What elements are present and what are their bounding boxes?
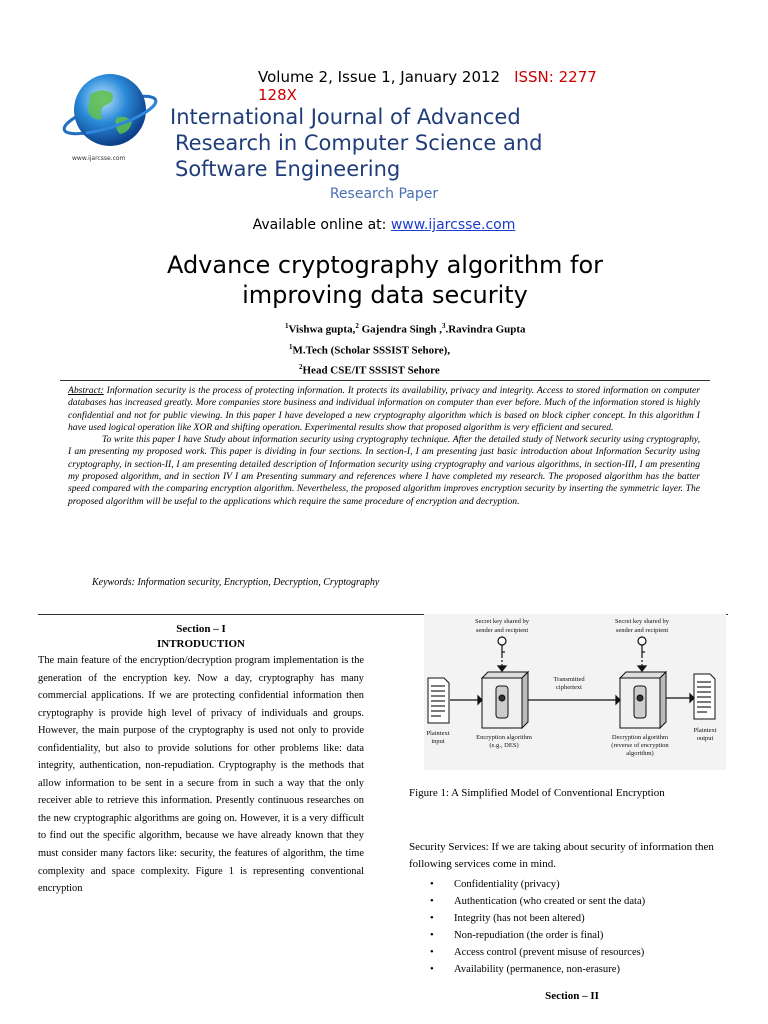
plaintext-output-line-1: Plaintext: [693, 727, 717, 734]
abstract-label: Abstract:: [68, 385, 104, 396]
author-sup-2: 2: [355, 322, 359, 330]
author-1: Vishwa gupta,: [288, 323, 356, 336]
encryption-box-icon: [482, 672, 528, 728]
list-item: • Availability (permanence, non-erasure): [436, 961, 645, 978]
key-right-line-1: Secret key shared by: [615, 618, 669, 625]
transmitted-line-1: Transmitted: [553, 676, 585, 683]
key-left-line-2: sender and recipient: [475, 627, 529, 634]
journal-title-line-2: Research in Computer Science and: [175, 131, 543, 155]
section-2-heading: Section – II: [545, 990, 599, 1002]
journal-title: [170, 104, 640, 182]
affiliation-1: [289, 339, 526, 360]
author-block: [285, 318, 526, 380]
author-2: Gajendra Singh ,: [358, 323, 442, 336]
list-item: • Non-repudiation (the order is final): [436, 927, 645, 944]
decryption-label-2: (reverse of encryption: [611, 742, 669, 749]
abstract-text-1: Information security is the process of protecting information. It protects its availability, privacy and integrity. Access to stored information on computer databases has increased greatly. More companies store business and individual information on computer than ever before. Much of the information stored is highly confidential and not for public viewing. In this paper I have developed a new cryptography algorithm which is based on block cipher concept. In this algorithm I have used logical operation like XOR and shifting operation. Experimental results show that proposed algorithm is very efficient and secured.: [68, 385, 700, 433]
figure-conventional-encryption: [424, 614, 726, 770]
keywords: Keywords: Information security, Encryption, Decryption, Cryptography: [92, 577, 380, 588]
plaintext-input-doc-icon: [428, 678, 449, 723]
abstract-top-rule: [60, 380, 710, 381]
figure-background: [424, 614, 726, 770]
encryption-label-2: (e.g., DES): [489, 742, 519, 749]
list-item: • Authentication (who created or sent the data): [436, 893, 645, 910]
plaintext-input-line-2: input: [431, 738, 445, 745]
author-sup-1: 1: [285, 322, 289, 330]
introduction-heading: INTRODUCTION: [156, 638, 245, 650]
logo-url-text: www.ijarcsse.com: [72, 155, 126, 162]
key-left-line-1: Secret key shared by: [475, 618, 529, 625]
author-list: [285, 318, 526, 339]
volume-info: Volume 2, Issue 1, January 2012: [258, 68, 501, 86]
journal-website-link[interactable]: www.ijarcsse.com: [390, 217, 516, 233]
abstract-paragraph-1: [68, 385, 700, 434]
security-services-list: [436, 876, 645, 978]
plaintext-input-line-1: Plaintext: [426, 730, 450, 737]
journal-logo: [50, 60, 170, 175]
available-online: [0, 217, 768, 233]
list-item: • Confidentiality (privacy): [436, 876, 645, 893]
abstract-paragraph-2: To write this paper I have Study about information security using cryptography technique. After the detailed study of Network security using cryptography, I am presenting my proposed work. This paper is dividing in four sections. In section-I, I am presenting just basic introduction about Information Security using cryptography, in section-II, I am presenting detailed description of Information security using cryptography and various algorithms, in section-III, I am presenting my proposed algorithm, and in section IV I am Presenting summary and references where I have completed my research. The proposed algorithm has the batter speed compared with the comparing encryption algorithm. Nevertheless, the proposed algorithm improves encryption security by inserting the symmetric layer. The proposed algorithm will be useful to the applications which require the same procedure of encryption and decryption.: [68, 434, 700, 507]
available-label: Available online at:: [252, 217, 391, 233]
author-3: .Ravindra Gupta: [445, 323, 526, 336]
journal-title-line-1: International Journal of Advanced: [170, 105, 521, 129]
journal-title-line-3: Software Engineering: [175, 157, 401, 181]
issn-part2: 128X: [258, 86, 297, 104]
volume-line: [258, 68, 597, 86]
paper-title-line-1: Advance cryptography algorithm for: [166, 251, 604, 279]
plaintext-output-line-2: output: [696, 735, 714, 742]
paper-title: [60, 250, 710, 310]
introduction-body: The main feature of the encryption/decryption program implementation is the generation of the encryption key. Now a day, cryptography has many commercial applications. If we are protecting confidential information then cryptography is provide high level of privacy of individuals and groups. However, the main purpose of the cryptography is used not only to provide confidentiality, but also to provide solutions for other problems like: data integrity, authentication, non-repudiation. Cryptography is the methods that allow information to be sent in a secure from in such a way that the only receiver able to retrieve this information. Presently continuous researches on the new cryptographic algorithms are going on. However, it is a very difficult to find out the specific algorithm, because we have already known that they must consider many factors like: security, the features of algorithm, the time complexity and space complexity. Figure 1 is representing conventional encryption: [38, 655, 364, 895]
list-item: • Integrity (has not been altered): [436, 910, 645, 927]
paper-title-line-2: improving data security: [242, 281, 528, 309]
security-services-intro: Security Services: If we are taking about security of information then following services come in mind.: [409, 841, 714, 870]
figure-caption: Figure 1: A Simplified Model of Conventional Encryption: [409, 787, 665, 799]
affil-text-1: M.Tech (Scholar SSSIST Sehore),: [292, 344, 451, 357]
decryption-box-icon: [620, 672, 666, 728]
decryption-label-3: algorithm): [626, 750, 654, 757]
plaintext-output-doc-icon: [694, 674, 715, 719]
section-1-heading: Section – I: [176, 623, 226, 635]
list-item: • Access control (prevent misuse of resources): [436, 944, 645, 961]
decryption-label-1: Decryption algorithm: [611, 734, 669, 741]
encryption-label-1: Encryption algorithm: [476, 734, 532, 741]
affil-sup-2: 2: [299, 363, 303, 372]
author-sup-3: 3: [441, 322, 446, 330]
key-right-line-2: sender and recipient: [615, 627, 669, 634]
affiliation-2: [299, 359, 526, 380]
paper-type: Research Paper: [329, 186, 439, 202]
affil-text-2: Head CSE/IT SSSIST Sehore: [302, 364, 440, 377]
issn-part1: ISSN: 2277: [514, 68, 597, 86]
abstract: [68, 385, 700, 508]
affil-sup-1: 1: [289, 342, 293, 351]
transmitted-line-2: ciphertext: [556, 684, 582, 691]
